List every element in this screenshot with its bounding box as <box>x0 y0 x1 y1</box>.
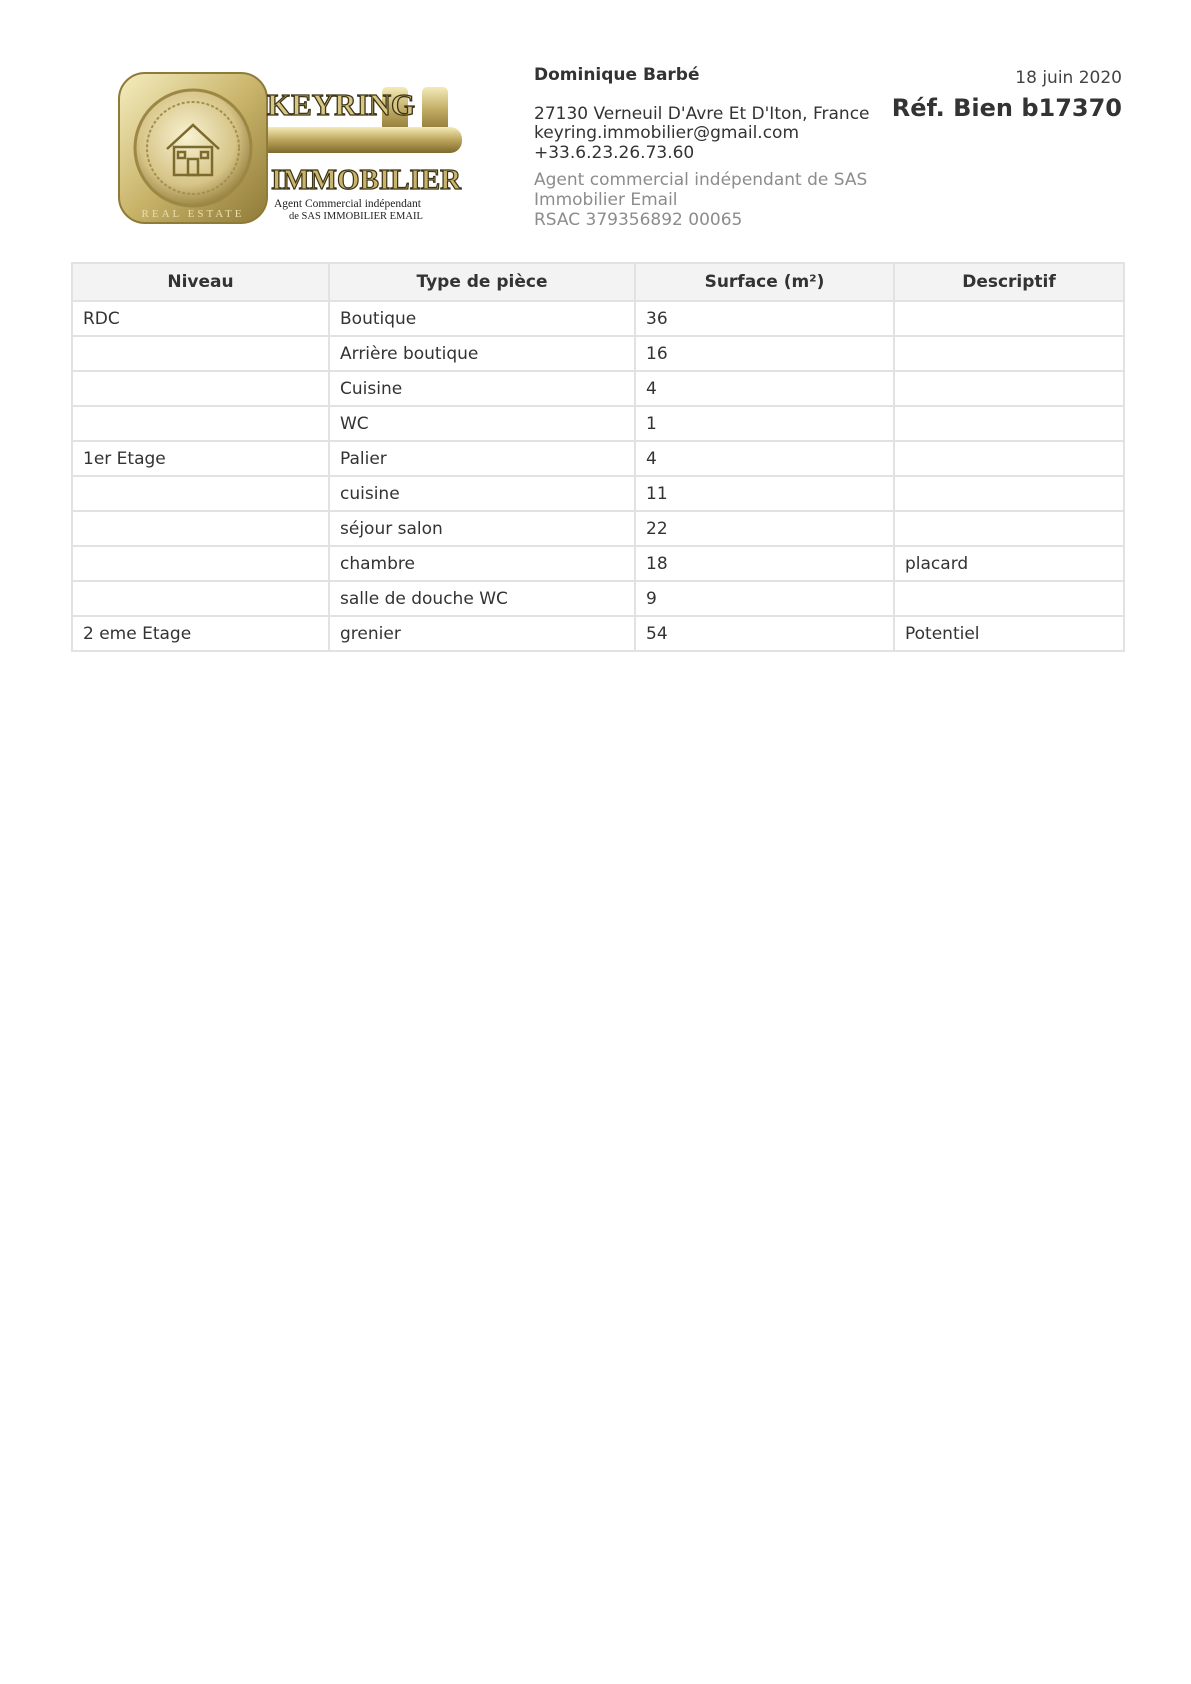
agent-role <box>534 171 874 230</box>
logo-ring-text: REAL ESTATE <box>141 208 245 220</box>
niveau-cell <box>72 406 329 441</box>
type-de-piece-cell: Boutique <box>329 301 635 336</box>
niveau-cell: 2 eme Etage <box>72 616 329 651</box>
table-row <box>72 371 1124 406</box>
property-reference: Réf. Bien b17370 <box>891 94 1122 122</box>
niveau-cell <box>72 546 329 581</box>
agent-rsac: RSAC 379356892 00065 <box>534 209 743 230</box>
logo-brand-top: KEYRING <box>267 87 416 122</box>
descriptif-cell: Potentiel <box>894 616 1124 651</box>
descriptif-cell <box>894 511 1124 546</box>
surface-cell: 9 <box>635 581 894 616</box>
agent-email[interactable]: keyring.immobilier@gmail.com <box>534 123 800 144</box>
table-row <box>72 546 1124 581</box>
type-de-piece-cell: grenier <box>329 616 635 651</box>
surface-cell: 1 <box>635 406 894 441</box>
niveau-cell <box>72 581 329 616</box>
table-row <box>72 581 1124 616</box>
niveau-cell <box>72 336 329 371</box>
key-shaft <box>237 127 462 153</box>
surface-cell: 16 <box>635 336 894 371</box>
agent-info <box>534 66 874 230</box>
surface-cell: 22 <box>635 511 894 546</box>
type-de-piece-cell: Cuisine <box>329 371 635 406</box>
logo-tagline-1: Agent Commercial indépendant <box>274 198 421 210</box>
agent-address: 27130 Verneuil D'Avre Et D'Iton, France <box>534 103 870 124</box>
table-row <box>72 441 1124 476</box>
logo-brand-main: IMMOBILIER <box>271 164 462 196</box>
table-row <box>72 476 1124 511</box>
rooms-table <box>71 262 1125 652</box>
agent-phone[interactable]: +33.6.23.26.73.60 <box>534 142 695 163</box>
niveau-cell <box>72 371 329 406</box>
descriptif-cell <box>894 441 1124 476</box>
type-de-piece-cell: Palier <box>329 441 635 476</box>
surface-cell: 18 <box>635 546 894 581</box>
table-row <box>72 511 1124 546</box>
document-date: 18 juin 2020 <box>1015 68 1122 88</box>
agent-role-line-2: Immobilier Email <box>534 189 678 210</box>
niveau-cell: RDC <box>72 301 329 336</box>
document-reference <box>892 68 1122 122</box>
surface-cell: 4 <box>635 371 894 406</box>
table-row <box>72 301 1124 336</box>
surface-cell: 54 <box>635 616 894 651</box>
header-niveau: Niveau <box>72 263 329 301</box>
agent-role-line-1: Agent commercial indépendant de SAS <box>534 170 868 191</box>
descriptif-cell <box>894 476 1124 511</box>
type-de-piece-cell: salle de douche WC <box>329 581 635 616</box>
table-header-row <box>72 263 1124 301</box>
descriptif-cell <box>894 301 1124 336</box>
type-de-piece-cell: séjour salon <box>329 511 635 546</box>
surface-cell: 11 <box>635 476 894 511</box>
type-de-piece-cell: cuisine <box>329 476 635 511</box>
agent-name: Dominique Barbé <box>534 65 700 85</box>
descriptif-cell <box>894 371 1124 406</box>
surface-cell: 4 <box>635 441 894 476</box>
table-row <box>72 336 1124 371</box>
descriptif-cell: placard <box>894 546 1124 581</box>
header-descriptif: Descriptif <box>894 263 1124 301</box>
type-de-piece-cell: WC <box>329 406 635 441</box>
surface-cell: 36 <box>635 301 894 336</box>
type-de-piece-cell: Arrière boutique <box>329 336 635 371</box>
logo-tagline-2: de SAS IMMOBILIER EMAIL <box>289 211 423 222</box>
niveau-cell <box>72 511 329 546</box>
keyring-immobilier-logo <box>117 71 467 226</box>
descriptif-cell <box>894 336 1124 371</box>
niveau-cell <box>72 476 329 511</box>
niveau-cell: 1er Etage <box>72 441 329 476</box>
descriptif-cell <box>894 406 1124 441</box>
type-de-piece-cell: chambre <box>329 546 635 581</box>
table-row <box>72 616 1124 651</box>
header-type-de-piece: Type de pièce <box>329 263 635 301</box>
header-surface: Surface (m²) <box>635 263 894 301</box>
descriptif-cell <box>894 581 1124 616</box>
table-row <box>72 406 1124 441</box>
